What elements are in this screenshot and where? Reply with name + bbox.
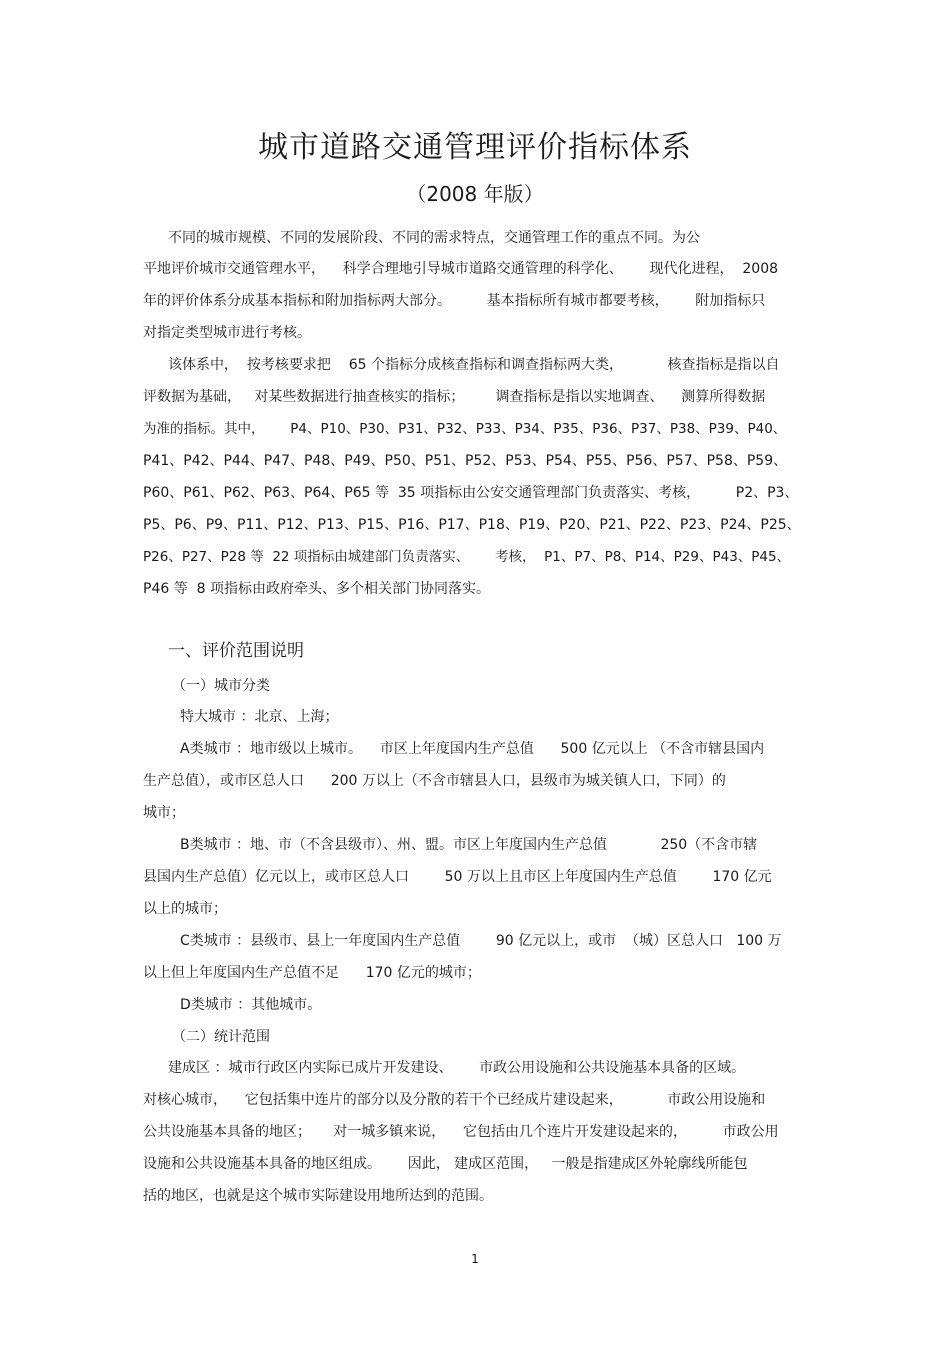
paragraph-line: P26、P27、P28 等 22 项指标由城建部门负责落实、 考核， P1、P7、P8、P14、P29、P43、P45、 — [143, 549, 791, 565]
paragraph-line: 建成区 ：城市行政区内实际已成片开发建设、 市政公用设施和公共设施基本具备的区域。 — [168, 1060, 746, 1076]
paragraph-line: 县国内生产总值）亿元以上，或市区总人口 50 万以上且市区上年度国内生产总值 170 亿元 — [143, 869, 772, 885]
paragraph-line: 为准的指标。其中， P4、P10、P30、P31、P32、P33、P34、P35、P36、P37、P38、P39、P40、 — [143, 421, 787, 437]
paragraph-line: D类城市 ：其他城市。 — [180, 997, 322, 1013]
paragraph-line: P41、P42、P44、P47、P48、P49、P50、P51、P52、P53、P54、P55、P56、P57、P58、P59、 — [143, 453, 788, 469]
subsection-heading: （二）统计范围 — [172, 1029, 270, 1045]
document-subtitle: （2008 年版） — [406, 182, 544, 206]
paragraph-line: 特大城市 ：北京、上海； — [180, 709, 339, 725]
paragraph-line: 以上但上年度国内生产总值不足 170 亿元的城市； — [143, 965, 481, 981]
section-heading: 一、评价范围说明 — [168, 641, 304, 661]
paragraph-line: 年的评价体系分成基本指标和附加指标两大部分。 基本指标所有城市都要考核， 附加指标只 — [143, 293, 766, 309]
paragraph-line: 城市； — [143, 805, 185, 821]
document-title: 城市道路交通管理评价指标体系 — [258, 130, 692, 165]
subsection-heading: （一）城市分类 — [172, 678, 270, 694]
paragraph-line: 对指定类型城市进行考核。 — [143, 325, 311, 341]
paragraph-line: A类城市 ：地市级以上城市。 市区上年度国内生产总值 500 亿元以上 （不含市辖县国内 — [180, 741, 765, 757]
paragraph-line: 对核心城市， 它包括集中连片的部分以及分散的若干个已经成片建设起来， 市政公用设施和 — [143, 1092, 766, 1108]
paragraph-line: P5、P6、P9、P11、P12、P13、P15、P16、P17、P18、P19、P20、P21、P22、P23、P24、P25、 — [143, 517, 801, 533]
paragraph-line: 生产总值），或市区总人口 200 万以上（不含市辖县人口，县级市为城关镇人口，下同）的 — [143, 773, 726, 789]
paragraph-line: 公共设施基本具备的地区； 对一城多镇来说， 它包括由几个连片开发建设起来的， 市政公用 — [143, 1124, 779, 1140]
paragraph-line: P46 等 8 项指标由政府牵头、多个相关部门协同落实。 — [143, 581, 490, 597]
paragraph-line: C类城市 ：县级市、县上一年度国内生产总值 90 亿元以上，或市 （城）区总人口 100 万 — [180, 933, 782, 949]
paragraph-line: 以上的城市； — [143, 901, 227, 917]
paragraph-line: 评数据为基础， 对某些数据进行抽查核实的指标； 调查指标是指以实地调查、 测算所得数据 — [143, 389, 766, 405]
paragraph-line: 设施和公共设施基本具备的地区组成。 因此， 建成区范围， 一般是指建成区外轮廓线所能包 — [143, 1156, 748, 1172]
page-number: 1 — [471, 1252, 479, 1266]
paragraph-line: 不同的城市规模、不同的发展阶段、不同的需求特点，交通管理工作的重点不同。为公 — [168, 230, 700, 246]
paragraph-line: P60、P61、P62、P63、P64、P65 等 35 项指标由公安交通管理部门负责落实、考核， P2、P3、 — [143, 485, 799, 501]
paragraph-line: 平地评价城市交通管理水平， 科学合理地引导城市道路交通管理的科学化、 现代化进程， 2008 — [143, 261, 779, 277]
paragraph-line: 该体系中， 按考核要求把 65 个指标分成核查指标和调查指标两大类， 核查指标是指以自 — [168, 357, 780, 373]
paragraph-line: B类城市 ：地、市（不含县级市）、州、盟。市区上年度国内生产总值 250（不含市辖 — [180, 837, 758, 853]
paragraph-line: 括的地区，也就是这个城市实际建设用地所达到的范围。 — [143, 1188, 493, 1204]
